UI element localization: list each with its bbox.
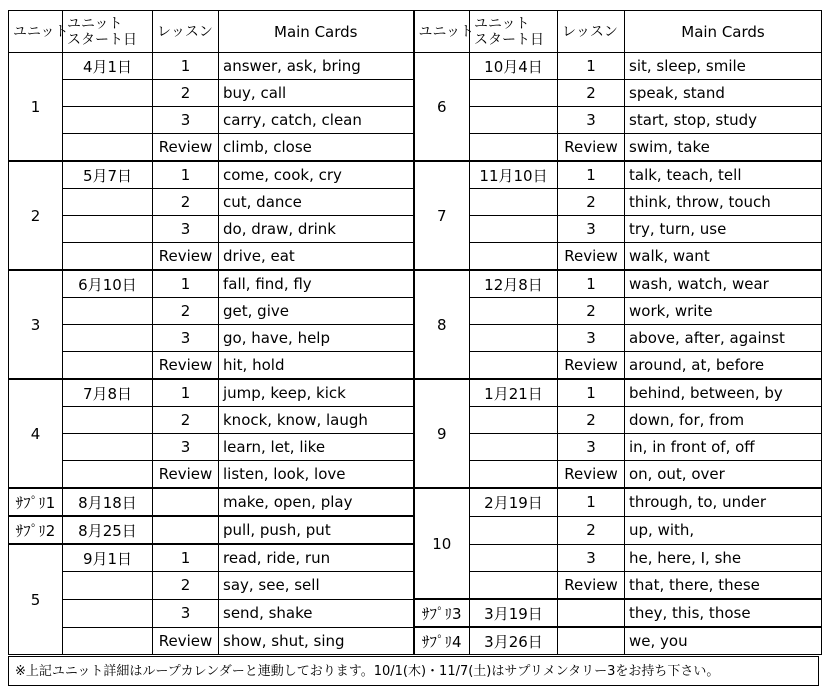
main-cards-cell-right: speak, stand xyxy=(625,80,822,107)
main-cards-cell-right: wash, watch, wear xyxy=(625,270,822,298)
start-date-cell-right: 12月8日 xyxy=(470,270,558,298)
lesson-cell xyxy=(153,488,219,516)
main-cards-cell: cut, dance xyxy=(219,189,414,216)
main-cards-cell: learn, let, like xyxy=(219,434,414,461)
unit-cell: ｻﾌﾟﾘ2 xyxy=(9,516,63,544)
lesson-cell: 1 xyxy=(153,53,219,80)
main-cards-cell: jump, keep, kick xyxy=(219,379,414,407)
unit-cell: 3 xyxy=(9,270,63,379)
start-date-cell-right xyxy=(470,516,558,544)
footnote: ※上記ユニット詳細はループカレンダーと連動しております。10/1(木)・11/7(土)はサプリメンタリー3をお持ち下さい。 xyxy=(8,656,819,686)
start-date-cell xyxy=(63,298,153,325)
main-cards-cell: go, have, help xyxy=(219,325,414,352)
unit-cell-right: 9 xyxy=(414,379,470,488)
header-unit-start-line2: スタート日 xyxy=(67,31,137,48)
table-row xyxy=(9,627,822,655)
start-date-cell-right xyxy=(470,407,558,434)
main-cards-cell-right: through, to, under xyxy=(625,488,822,516)
main-cards-cell-right: up, with, xyxy=(625,516,822,544)
main-cards-cell: say, see, sell xyxy=(219,572,414,600)
main-cards-cell-right: around, at, before xyxy=(625,352,822,380)
table-row xyxy=(9,53,822,80)
lesson-cell-right: 1 xyxy=(558,379,625,407)
unit-cell: 1 xyxy=(9,53,63,162)
main-cards-cell-right: above, after, against xyxy=(625,325,822,352)
start-date-cell-right xyxy=(470,352,558,380)
main-cards-cell: drive, eat xyxy=(219,243,414,271)
start-date-cell-right xyxy=(470,134,558,162)
main-cards-cell-right: talk, teach, tell xyxy=(625,161,822,189)
unit-cell: ｻﾌﾟﾘ1 xyxy=(9,488,63,516)
lesson-cell-right: 3 xyxy=(558,544,625,572)
lesson-cell: 2 xyxy=(153,298,219,325)
main-cards-cell: knock, know, laugh xyxy=(219,407,414,434)
unit-cell-right: ｻﾌﾟﾘ4 xyxy=(414,627,470,655)
lesson-cell-right: Review xyxy=(558,352,625,380)
header-row xyxy=(9,11,822,53)
start-date-cell-right: 11月10日 xyxy=(470,161,558,189)
start-date-cell xyxy=(63,407,153,434)
main-cards-cell: come, cook, cry xyxy=(219,161,414,189)
lesson-cell-right: Review xyxy=(558,461,625,489)
main-cards-cell-right: that, there, these xyxy=(625,572,822,600)
start-date-cell-right: 2月19日 xyxy=(470,488,558,516)
lesson-cell: Review xyxy=(153,627,219,655)
start-date-cell: 6月10日 xyxy=(63,270,153,298)
unit-cell-right: 6 xyxy=(414,53,470,162)
unit-cell: 4 xyxy=(9,379,63,488)
lesson-cell: 1 xyxy=(153,544,219,572)
main-cards-cell-right: work, write xyxy=(625,298,822,325)
start-date-cell: 8月25日 xyxy=(63,516,153,544)
lesson-cell: Review xyxy=(153,134,219,162)
start-date-cell-right xyxy=(470,298,558,325)
lesson-cell-right: Review xyxy=(558,134,625,162)
header-lesson-right: レッスン xyxy=(558,11,625,53)
lesson-cell: Review xyxy=(153,243,219,271)
main-cards-cell: fall, find, fly xyxy=(219,270,414,298)
lesson-cell-right: 1 xyxy=(558,53,625,80)
main-cards-cell-right: we, you xyxy=(625,627,822,655)
start-date-cell-right: 1月21日 xyxy=(470,379,558,407)
start-date-cell-right xyxy=(470,243,558,271)
header-unit-start-right xyxy=(470,11,558,53)
start-date-cell xyxy=(63,107,153,134)
unit-cell-right: ｻﾌﾟﾘ3 xyxy=(414,599,470,627)
lesson-cell-right: 1 xyxy=(558,488,625,516)
header-unit-start xyxy=(63,11,153,53)
header-unit-right: ユニット xyxy=(414,11,470,53)
start-date-cell: 8月18日 xyxy=(63,488,153,516)
main-cards-cell: show, shut, sing xyxy=(219,627,414,655)
start-date-cell: 5月7日 xyxy=(63,161,153,189)
lesson-cell: 3 xyxy=(153,599,219,627)
start-date-cell-right xyxy=(470,189,558,216)
lesson-cell-right: 3 xyxy=(558,325,625,352)
start-date-cell-right: 10月4日 xyxy=(470,53,558,80)
start-date-cell xyxy=(63,599,153,627)
header-main-cards: Main Cards xyxy=(219,11,414,53)
lesson-cell-right xyxy=(558,627,625,655)
header-unit-start-line1: ユニット xyxy=(67,15,123,32)
header-main-cards-right: Main Cards xyxy=(625,11,822,53)
schedule-table xyxy=(8,10,822,655)
lesson-cell: 1 xyxy=(153,379,219,407)
start-date-cell xyxy=(63,80,153,107)
lesson-cell-right: 2 xyxy=(558,516,625,544)
start-date-cell xyxy=(63,461,153,489)
table-row xyxy=(9,161,822,189)
main-cards-cell: answer, ask, bring xyxy=(219,53,414,80)
table-row xyxy=(9,270,822,298)
main-cards-cell-right: try, turn, use xyxy=(625,216,822,243)
lesson-cell-right: Review xyxy=(558,243,625,271)
main-cards-cell-right: they, this, those xyxy=(625,599,822,627)
main-cards-cell-right: down, for, from xyxy=(625,407,822,434)
main-cards-cell-right: start, stop, study xyxy=(625,107,822,134)
main-cards-cell: do, draw, drink xyxy=(219,216,414,243)
start-date-cell-right xyxy=(470,107,558,134)
start-date-cell-right xyxy=(470,461,558,489)
start-date-cell-right xyxy=(470,216,558,243)
start-date-cell xyxy=(63,189,153,216)
start-date-cell: 4月1日 xyxy=(63,53,153,80)
main-cards-cell: listen, look, love xyxy=(219,461,414,489)
lesson-cell: 1 xyxy=(153,161,219,189)
main-cards-cell: read, ride, run xyxy=(219,544,414,572)
lesson-cell-right: 2 xyxy=(558,407,625,434)
start-date-cell-right xyxy=(470,80,558,107)
header-lesson: レッスン xyxy=(153,11,219,53)
unit-cell: 2 xyxy=(9,161,63,270)
main-cards-cell: make, open, play xyxy=(219,488,414,516)
lesson-cell-right: 1 xyxy=(558,270,625,298)
lesson-cell: Review xyxy=(153,352,219,380)
start-date-cell: 9月1日 xyxy=(63,544,153,572)
start-date-cell xyxy=(63,134,153,162)
lesson-cell-right: 1 xyxy=(558,161,625,189)
start-date-cell xyxy=(63,572,153,600)
main-cards-cell: send, shake xyxy=(219,599,414,627)
start-date-cell xyxy=(63,243,153,271)
unit-cell-right: 7 xyxy=(414,161,470,270)
lesson-cell: 1 xyxy=(153,270,219,298)
main-cards-cell: buy, call xyxy=(219,80,414,107)
table-row xyxy=(9,379,822,407)
unit-cell-right: 8 xyxy=(414,270,470,379)
start-date-cell-right xyxy=(470,325,558,352)
main-cards-cell: climb, close xyxy=(219,134,414,162)
start-date-cell-right: 3月19日 xyxy=(470,599,558,627)
lesson-cell-right: 3 xyxy=(558,434,625,461)
main-cards-cell: hit, hold xyxy=(219,352,414,380)
lesson-cell-right: 2 xyxy=(558,189,625,216)
main-cards-cell-right: behind, between, by xyxy=(625,379,822,407)
main-cards-cell-right: sit, sleep, smile xyxy=(625,53,822,80)
lesson-cell-right: 3 xyxy=(558,107,625,134)
lesson-cell: 2 xyxy=(153,189,219,216)
lesson-cell: 2 xyxy=(153,572,219,600)
table-row xyxy=(9,488,822,516)
main-cards-cell-right: swim, take xyxy=(625,134,822,162)
main-cards-cell-right: in, in front of, off xyxy=(625,434,822,461)
lesson-cell xyxy=(153,516,219,544)
lesson-cell-right: 2 xyxy=(558,80,625,107)
main-cards-cell: pull, push, put xyxy=(219,516,414,544)
main-cards-cell: carry, catch, clean xyxy=(219,107,414,134)
lesson-cell: 3 xyxy=(153,434,219,461)
lesson-cell-right xyxy=(558,599,625,627)
lesson-cell: 3 xyxy=(153,107,219,134)
main-cards-cell-right: he, here, I, she xyxy=(625,544,822,572)
start-date-cell-right xyxy=(470,544,558,572)
header-unit-start-right-line1: ユニット xyxy=(474,15,530,32)
table-row xyxy=(9,599,822,627)
start-date-cell-right xyxy=(470,434,558,461)
main-cards-cell-right: on, out, over xyxy=(625,461,822,489)
start-date-cell xyxy=(63,325,153,352)
lesson-cell: 2 xyxy=(153,407,219,434)
lesson-cell: 3 xyxy=(153,216,219,243)
main-cards-cell-right: walk, want xyxy=(625,243,822,271)
header-unit-start-right-line2: スタート日 xyxy=(474,31,544,48)
start-date-cell-right xyxy=(470,572,558,600)
start-date-cell xyxy=(63,627,153,655)
start-date-cell-right: 3月26日 xyxy=(470,627,558,655)
header-unit: ユニット xyxy=(9,11,63,53)
start-date-cell xyxy=(63,216,153,243)
lesson-cell: Review xyxy=(153,461,219,489)
lesson-cell: 2 xyxy=(153,80,219,107)
lesson-cell-right: Review xyxy=(558,572,625,600)
main-cards-cell: get, give xyxy=(219,298,414,325)
start-date-cell xyxy=(63,352,153,380)
main-cards-cell-right: think, throw, touch xyxy=(625,189,822,216)
lesson-cell-right: 2 xyxy=(558,298,625,325)
lesson-cell-right: 3 xyxy=(558,216,625,243)
start-date-cell: 7月8日 xyxy=(63,379,153,407)
start-date-cell xyxy=(63,434,153,461)
unit-cell-right: 10 xyxy=(414,488,470,599)
unit-cell: 5 xyxy=(9,544,63,655)
lesson-cell: 3 xyxy=(153,325,219,352)
